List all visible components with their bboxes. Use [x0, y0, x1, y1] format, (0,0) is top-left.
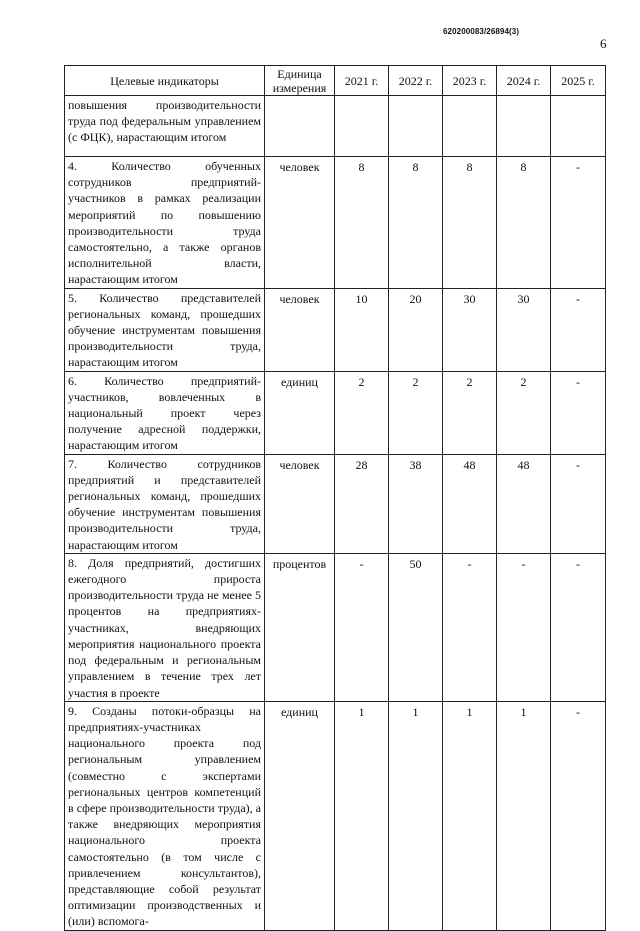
header-2025: 2025 г. — [551, 66, 606, 96]
header-2023: 2023 г. — [443, 66, 497, 96]
value-2021: 2 — [335, 371, 389, 454]
value-2025: - — [551, 288, 606, 371]
table-row — [65, 701, 606, 930]
header-2021: 2021 г. — [335, 66, 389, 96]
value-2024: 48 — [497, 454, 551, 553]
table-row — [65, 288, 606, 371]
table-header-row — [65, 66, 606, 96]
value-2022 — [389, 96, 443, 157]
document-number: 620200083/26894(3) — [443, 27, 520, 36]
value-2023: - — [443, 553, 497, 701]
table-row — [65, 454, 606, 553]
indicator-cell: 7. Количество сотрудников предприятий и представителей региональных команд, прошедших обучение инструментам повышения производительности труда, нарастающим итогом — [65, 454, 265, 553]
indicator-cell: 4. Количество обученных сотрудников предприятий-участников в рамках реализации мероприятий по повышению производительности труда самостоятельно, а также органов исполнительной власти, нарастающим итогом — [65, 157, 265, 289]
indicators-table — [64, 65, 606, 931]
value-2025: - — [551, 371, 606, 454]
table-row — [65, 96, 606, 157]
value-2024: 30 — [497, 288, 551, 371]
value-2025 — [551, 96, 606, 157]
value-2021: - — [335, 553, 389, 701]
indicator-cell: повышения производительности труда под федеральным управлением (с ФЦК), нарастающим итогом — [65, 96, 265, 157]
indicator-cell: 9. Созданы потоки-образцы на предприятиях-участниках национального проекта под региональным управлением (совместно с экспертами региональных центров компетенций в сфере производительности труда), а также внедряющих мероприятия национального проекта самостоятельно (в том числе с привлечением консультантов), представляющие собой результат оптимизации производственных и (или) вспомога- — [65, 701, 265, 930]
value-2025: - — [551, 701, 606, 930]
value-2024: 1 — [497, 701, 551, 930]
value-2024: - — [497, 553, 551, 701]
value-2021: 10 — [335, 288, 389, 371]
value-2025: - — [551, 157, 606, 289]
value-2025: - — [551, 454, 606, 553]
indicator-cell: 6. Количество предприятий-участников, вовлеченных в национальный проект через получение адресной поддержки, нарастающим итогом — [65, 371, 265, 454]
unit-cell: человек — [265, 288, 335, 371]
value-2022: 1 — [389, 701, 443, 930]
value-2021: 8 — [335, 157, 389, 289]
unit-cell: человек — [265, 157, 335, 289]
page-number: 6 — [600, 36, 607, 51]
indicator-cell: 8. Доля предприятий, достигших ежегодного прироста производительности труда не менее 5 процентов на предприятиях-участниках, внедряющих мероприятия национального проекта под федеральным и региональным управлением в течение трех лет участия в проекте — [65, 553, 265, 701]
header-2022: 2022 г. — [389, 66, 443, 96]
value-2023: 30 — [443, 288, 497, 371]
table-row — [65, 371, 606, 454]
value-2024 — [497, 96, 551, 157]
value-2022: 20 — [389, 288, 443, 371]
value-2024: 2 — [497, 371, 551, 454]
value-2021: 28 — [335, 454, 389, 553]
header-indicators: Целевые индикаторы — [65, 66, 265, 96]
value-2025: - — [551, 553, 606, 701]
value-2021 — [335, 96, 389, 157]
value-2022: 38 — [389, 454, 443, 553]
unit-cell — [265, 96, 335, 157]
table-row — [65, 553, 606, 701]
header-2024: 2024 г. — [497, 66, 551, 96]
value-2023 — [443, 96, 497, 157]
value-2023: 2 — [443, 371, 497, 454]
unit-cell: единиц — [265, 701, 335, 930]
unit-cell: единиц — [265, 371, 335, 454]
value-2023: 48 — [443, 454, 497, 553]
value-2023: 8 — [443, 157, 497, 289]
table-row — [65, 157, 606, 289]
value-2023: 1 — [443, 701, 497, 930]
value-2024: 8 — [497, 157, 551, 289]
unit-cell: человек — [265, 454, 335, 553]
header-unit: Единица измерения — [265, 66, 335, 96]
unit-cell: процентов — [265, 553, 335, 701]
indicator-cell: 5. Количество представителей региональных команд, прошедших обучение инструментам повышения производительности труда, нарастающим итогом — [65, 288, 265, 371]
value-2021: 1 — [335, 701, 389, 930]
value-2022: 2 — [389, 371, 443, 454]
value-2022: 50 — [389, 553, 443, 701]
value-2022: 8 — [389, 157, 443, 289]
